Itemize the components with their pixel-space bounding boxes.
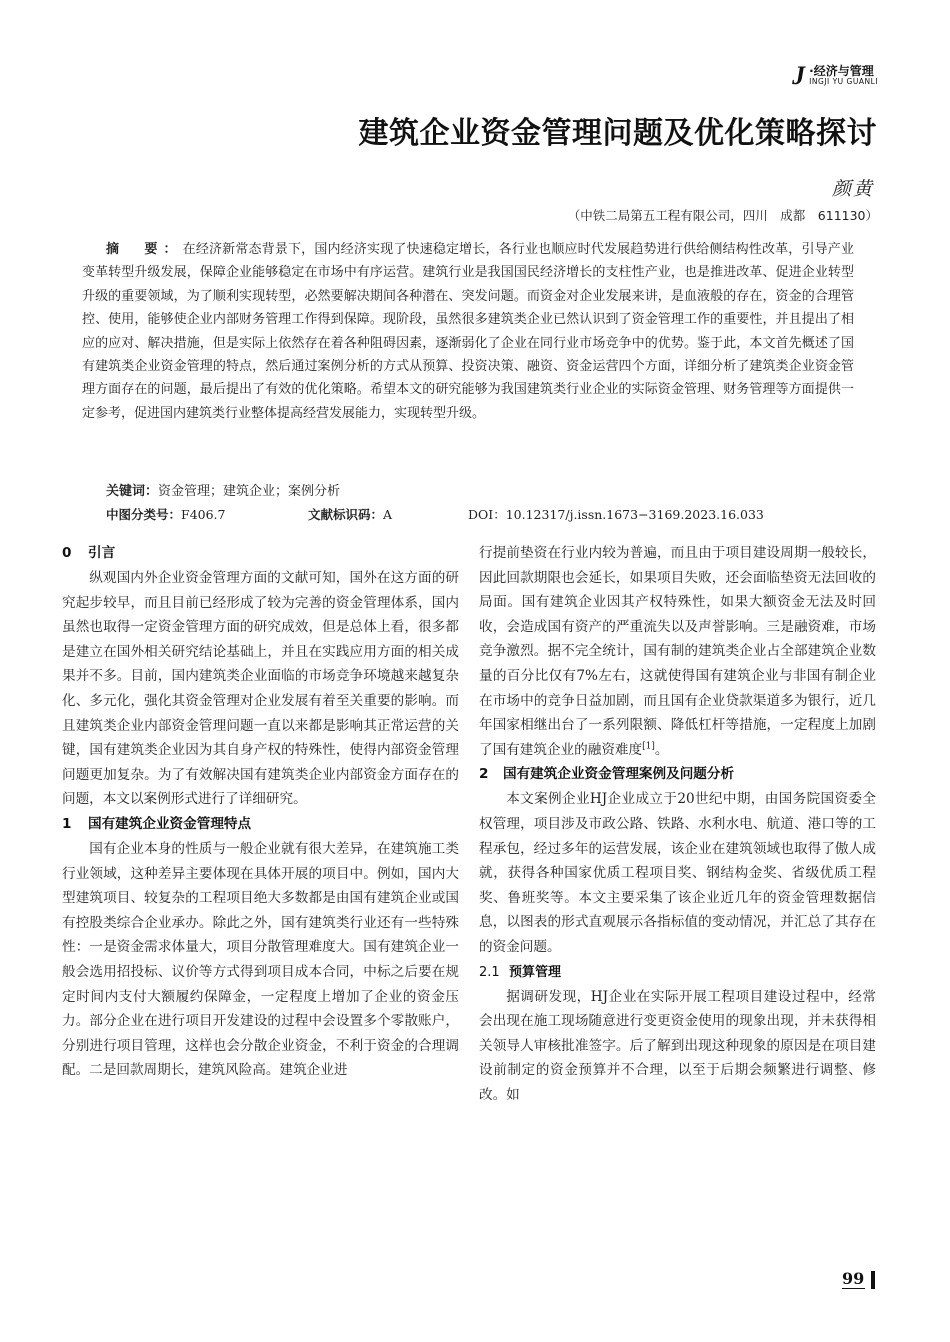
doi: DOI：10.12317/j.issn.1673−3169.2023.16.033: [468, 507, 764, 522]
journal-section-pinyin: INGJI YU GUANLI: [809, 77, 878, 86]
abstract-label: 摘 要：: [106, 242, 183, 257]
page-number: 99: [842, 1269, 865, 1288]
section-title: 国有建筑企业资金管理案例及问题分析: [503, 766, 735, 783]
subsection-title: 预算管理: [509, 964, 562, 980]
section-heading-1: [62, 812, 459, 837]
keywords: [106, 482, 340, 502]
doc-code-label: 文献标识码：: [308, 507, 384, 522]
journal-name-block: [809, 64, 878, 86]
left-column: [62, 541, 459, 1083]
paragraph: 本文案例企业HJ企业成立于20世纪中期，由国务院国资委全权管理，项目涉及市政公路、铁路、水利水电、航道、港口等的工程承包，经过多年的运营发展，该企业在建筑领域也取得了傲人成就，获得各种国家优质工程项目奖、钢结构金奖、省级优质工程奖、鲁班奖等。本文主要采集了该企业近几年的资金管理数据信息，以图表的形式直观展示各指标值的变动情况，并汇总了其存在的资金问题。: [479, 791, 876, 955]
clc-label: 中图分类号：: [106, 507, 182, 522]
section-title: 引言: [88, 545, 116, 561]
citation-ref: [1]: [642, 741, 655, 752]
classification-line: [106, 505, 806, 525]
paragraph-end: 。: [654, 741, 669, 758]
paragraph: 纵观国内外企业资金管理方面的文献可知，国外在这方面的研究起步较早，而且目前已经形成了较为完善的资金管理体系，国内虽然也取得一定资金管理方面的研究成效，但是总体上看，很多都是建立在国外相关研究结论基础上，并且在实践应用方面的相关成果并不多。目前，国内建筑类企业面临的市场竞争环境越来越复杂化、多元化，强化其资金管理对企业发展有着至关重要的影响。而且建筑类企业内部资金管理问题一直以来都是影响其正常运营的关键，国有建筑类企业因为其自身产权的特殊性，使得内部资金管理问题更加复杂。为了有效解决国有建筑类企业内部资金方面存在的问题，本文以案例形式进行了详细研究。: [62, 570, 459, 808]
section-number: 2: [479, 766, 489, 783]
document-code: [308, 505, 392, 525]
article-title: 建筑企业资金管理问题及优化策略探讨: [358, 116, 877, 151]
section-number: 1: [62, 815, 72, 832]
clc-value: F406.7: [181, 507, 226, 522]
subsection-number: 2.1: [479, 964, 500, 980]
doc-code-value: A: [383, 507, 393, 522]
journal-logo-letter: J: [792, 61, 806, 90]
keywords-text: 资金管理；建筑企业；案例分析: [158, 484, 341, 499]
subsection-heading-2-1: [479, 960, 876, 985]
section-number: 0: [62, 545, 72, 561]
paragraph-text: 行提前垫资在行业内较为普遍，而且由于项目建设周期一般较长，因此回款期限也会延长，如果项目失败，还会面临垫资无法回收的局面。国有建筑企业因其产权特殊性，如果大额资金无法及时回收，会造成国有资产的严重流失以及声誉影响。三是融资难，市场竞争激烈。据不完全统计，国有制的建筑类企业占全部建筑企业数量的百分比仅有7%左右，这就使得国有建筑企业与非国有制企业在市场中的竞争日益加剧，而且国有企业贷款渠道多为银行，近几年国家相继出台了一系列限额、降低杠杆等措施，一定程度上加剧了国有建筑企业的融资难度: [479, 545, 876, 758]
right-column: [479, 541, 876, 1107]
paragraph: 据调研发现，HJ企业在实际开展工程项目建设过程中，经常会出现在施工现场随意进行变更资金使用的现象出现，并未获得相关领导人审核批准签字。后了解到出现这种现象的原因是在项目建设前制定的资金预算并不合理，以至于后期会频繁进行调整、修改。如: [479, 988, 876, 1103]
journal-section-name: ·经济与管理: [809, 64, 874, 78]
page-number-bar: [871, 1271, 875, 1289]
abstract: [82, 238, 854, 425]
abstract-text: 在经济新常态背景下，国内经济实现了快速稳定增长，各行业也顺应时代发展趋势进行供给侧结构性改革，引导产业变革转型升级发展，保障企业能够稳定在市场中有序运营。建筑行业是我国国民经济增长的支柱性产业，也是推进改革、促进企业转型升级的重要领域，为了顺利实现转型，必然要解决期间各种潜在、突发问题。而资金对企业发展来讲，是血液般的存在，资金的合理管控、使用，能够使企业内部财务管理工作得到保障。现阶段，虽然很多建筑类企业已然认识到了资金管理工作的重要性，并且提出了相应的应对、解决措施，但是实际上依然存在着各种阻碍因素，逐渐弱化了企业在同行业市场竞争中的优势。鉴于此，本文首先概述了国有建筑类企业资金管理的特点，然后通过案例分析的方式从预算、投资决策、融资、资金运营四个方面，详细分析了建筑类企业资金管理方面存在的问题，最后提出了有效的优化策略。希望本文的研究能够为我国建筑类行业企业的实际资金管理、财务管理等方面提供一定参考，促进国内建筑类行业整体提高经营发展能力，实现转型升级。: [82, 242, 854, 421]
journal-header: [792, 61, 878, 90]
paragraph-continued: [479, 541, 876, 762]
paragraph: 国有企业本身的性质与一般企业就有很大差异，在建筑施工类行业领域，这种差异主要体现在具体开展的项目中。例如，国内大型建筑项目、较复杂的工程项目绝大多数都是由国有建筑企业或国有控股类综合企业承办。除此之外，国有建筑类行业还有一些特殊性：一是资金需求体量大，项目分散管理难度大。国有建筑企业一般会选用招投标、议价等方式得到项目成本合同，中标之后要在规定时间内支付大额履约保障金，一定程度上增加了企业的资金压力。部分企业在进行项目开发建设的过程中会设置多个零散账户，分别进行项目管理，这样也会分散企业资金，不利于资金的合理调配。二是回款周期长，建筑风险高。建筑企业进: [62, 840, 459, 1079]
keywords-label: 关键词：: [106, 484, 159, 499]
section-heading-2: [479, 762, 876, 787]
section-heading-0: [62, 541, 459, 566]
section-title: 国有建筑企业资金管理特点: [88, 815, 252, 832]
article-author: 颜黄: [831, 178, 874, 200]
author-affiliation: （中铁二局第五工程有限公司，四川 成都 611130）: [567, 208, 878, 223]
